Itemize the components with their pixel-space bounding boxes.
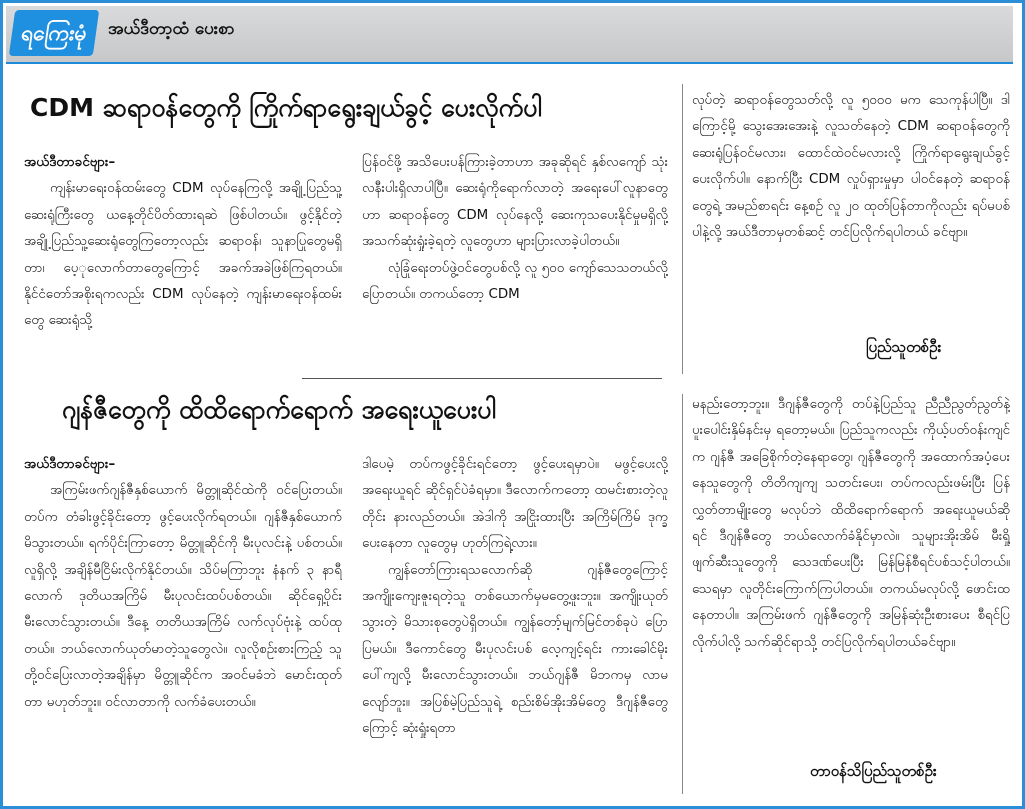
article1-paragraph: လုပ်တဲ့ ဆရာဝန်တွေသတ်လို့ လူ ၅၀၀၀ မက သေကုန်ပါပြီ။ ဒါကြောင့်မို့ သွေးအေးအေးနဲ့ လူသတ်နေတဲ့ CDM ဆရာဝန်တွေကို ဆေးရုံပြန်ဝင်မလား၊ ထောင်ထဲဝင်မလားလို့ ကြိုက်ရာရွေးချယ်ခွင့် ပေးလိုက်ပါ။ နောက်ပြီး CDM လှုပ်ရှားမှုမှာ ပါဝင်နေတဲ့ ဆရာဝန်တွေရဲ့ အမည်စာရင်း နေ့စဉ် လူ ၂၀ ထုတ်ပြန်တာကိုလည်း ရပ်မပစ်ပါနဲ့လို့ အယ်ဒီတာမှတစ်ဆင့် တင်ပြလိုက်ရပါတယ် ခင်ဗျာ။	[692, 93, 1010, 241]
article2-address: အယ်ဒီတာခင်ဗျား–	[24, 457, 116, 472]
article1-column1	[24, 150, 342, 365]
column-divider	[682, 84, 683, 374]
article2-paragraph: မနည်းတော့ဘူး။ ဒီဂျန်ဇီတွေကို တပ်နဲ့ပြည်သူ ညီညီညွတ်ညွတ်နဲ့ ပူးပေါင်းနှိမ်နင်းမှ ရတော့မယ်။ ပြည်သူကလည်း ကိုယ့်ပတ်ဝန်းကျင်က ဂျန်ဇီ အခြေစိုက်တဲ့နေရာတွေ၊ ဂျန်ဇီတွေကို အထောက်အပံ့ပေးနေသူတွေကို တိတိကျကျ သတင်းပေး၊ တပ်ကလည်းဖမ်းပြီး ပြန်လွှတ်တာမျိုးတွေ မလုပ်ဘဲ ထိထိရောက်ရောက် အရေးယူမယ်ဆိုရင် ဒီဂျန်ဇီတွေ ဘယ်လောက်ခံနိုင်မှာလဲ။ သူများအိုးအိမ် မီးရှို့ဖျက်ဆီးသူတွေကို သေဒဏ်ပေးပြီး မြန်မြန်စီရင်ပစ်သင့်ပါတယ်။ သေရမှာ လူတိုင်းကြောက်ကြပါတယ်။ တကယ်မလုပ်လို့ ဖောင်းထနေတာပါ။ အကြမ်းဖက် ဂျန်ဇီတွေကို အမြန်ဆုံးဦးစားပေး စီရင်ပြလိုက်ပါလို့ သက်ဆိုင်ရာသို့ တင်ပြလိုက်ရပါတယ်ခင်ဗျာ။	[692, 397, 1010, 650]
article-divider	[302, 378, 662, 379]
article2-column2	[362, 452, 668, 792]
article1-column3	[692, 88, 1010, 338]
article1-paragraph: ကျန်းမာရေးဝန်ထမ်းတွေ CDM လုပ်နေကြလို့ အချို့ပြည်သူ့ဆေးရုံကြီးတွေ ယနေ့တိုင်ပိတ်ထားရဆဲ ဖြစ်ပါတယ်။ ဖွင့်နိုင်တဲ့ အချို့ပြည်သူ့ဆေးရုံတွေကြတော့လည်း ဆရာဝန်၊ သူနာပြုတွေမရှိတာ၊ ပေ့ုလောက်တာတွေကြောင့် အခက်အခဲဖြစ်ကြရတယ်။ နိုင်ငံတော်အစိုးရကလည်း CDM လုပ်နေတဲ့ ကျန်းမာရေးဝန်ထမ်းတွေ ဆေးရုံသို့	[24, 181, 342, 329]
article1-paragraph: ပြန်ဝင်ဖို့ အသိပေးပန်ကြားခဲ့တာဟာ အခုဆိုရင် နှစ်လကျော် သုံးလနီးပါးရှိလာပါပြီ။ ဆေးရုံကိုရောက်လာတဲ့ အရေးပေါ်လူနာတွေဟာ ဆရာဝန်တွေ CDM လုပ်နေလို့ ဆေးကုသပေးနိုင်မှုမရှိလို့ အသက်ဆုံးရှုံးခဲ့ရတဲ့ လူတွေဟာ များပြားလာခဲ့ပါတယ်။	[362, 155, 668, 250]
column-divider	[682, 394, 683, 794]
section-header	[6, 6, 1013, 64]
article1-column2	[362, 150, 668, 365]
article2-column1	[24, 452, 342, 792]
article2-paragraph: ကျွန်တော်ကြားရသလောက်ဆို ဂျန်ဇီတွေကြောင့် အကျိုးကျေးဇူးရတဲ့သူ တစ်ယောက်မှမတွေ့ဖူးဘူး။ အကျိုးယုတ်သွားတဲ့ မိသားစုတွေပဲရှိတယ်။ ကျွန်တော့်မျက်မြင်တစ်ခုပဲ ပြောပြမယ်။ ဒီကောင်တွေ မီးပုလင်းပစ် လေ့ကျင့်ရင်း ကားခေါင်မိုးပေါ်ကျလို့ မီးလောင်သွားတယ်။ ဘယ်ဂျန်ဇီ မိဘကမှ လာမလျော်ဘူး။ အပြစ်မဲ့ပြည်သူရဲ့ စည်းစိမ်အိုးအိမ်တွေ ဒီဂျန်ဇီတွေကြောင့် ဆုံးရှုံးရတာ	[362, 562, 668, 737]
article1-paragraph: လုံခြုံရေးတပ်ဖွဲ့ဝင်တွေပစ်လို့ လူ ၅၀၀ ကျော်သေသတယ်လို့ပြောတယ်။ တကယ်တော့ CDM	[362, 260, 668, 303]
article1-headline: CDM ဆရာဝန်တွေကို ကြိုက်ရာရွေးချယ်ခွင့် ပေးလိုက်ပါ	[30, 93, 542, 122]
article1-address: အယ်ဒီတာခင်ဗျား–	[24, 155, 116, 170]
article2-signature: တာဝန်သိပြည်သူတစ်ဦး	[810, 762, 937, 780]
section-title: အယ်ဒီတာ့ထံ ပေးစာ	[108, 19, 235, 39]
newspaper-logo: ရကြေးမုံ	[9, 10, 99, 56]
article2-paragraph: ဒါပေမဲ့ တပ်ကဖွင့်ခိုင်းရင်တော့ ဖွင့်ပေးရမှာပဲ။ မဖွင့်ပေးလို့အရေးယူရင် ဆိုင်ရှင်ပဲခံရမှာ။ ဒီလောက်ကတော့ ထမင်းစားတဲ့လူတိုင်း နားလည်တယ်။ အဲဒါကို အငြိုးထားပြီး အကြိမ်ကြိမ် ဒုက္ခပေးနေတာ လူတွေမှ ဟုတ်ကြရဲ့လား။	[362, 457, 668, 552]
article2-paragraph: အကြမ်းဖက်ဂျန်ဇီနှစ်ယောက် မိတ္တူဆိုင်ထဲကို ဝင်ပြေးတယ်။ တပ်က တံခါးဖွင့်ခိုင်းတော့ ဖွင့်ပေးလိုက်ရတယ်။ ဂျန်ဇီနှစ်ယောက် မိသွားတယ်။ ရက်ပိုင်းကြာတော့ မိတ္တူဆိုင်ကို မီးပုလင်းနဲ့ ပစ်တယ်။ လူရှိလို့ အချိန်မီငြိမ်းလိုက်နိုင်တယ်။ သိပ်မကြာဘူး နံနက် ၃ နာရီလောက် ဒုတိယအကြိမ် မီးပုလင်းထပ်ပစ်တယ်။ ဆိုင်ရှေ့ပိုင်း မီးလောင်သွားတယ်။ ဒီနေ့ တတိယအကြိမ် လက်လုပ်ဗုံးနဲ့ ထပ်ထုတယ်။ ဘယ်လောက်ယုတ်မာတဲ့သူတွေလဲ။ လူလိုစဉ်းစားကြည့် သူတို့ဝင်ပြေးလာတဲ့အချိန်မှာ မိတ္တူဆိုင်က အဝင်မခံဘဲ မောင်းထုတ်တာ မဟုတ်ဘူး။ ဝင်လာတာကို လက်ခံပေးတယ်။	[24, 483, 342, 710]
article2-column3	[692, 392, 1010, 757]
article1-signature: ပြည်သူတစ်ဦး	[866, 338, 942, 356]
article2-headline: ဂျန်ဇီတွေကို ထိထိရောက်ရောက် အရေးယူပေးပါ	[62, 395, 496, 424]
